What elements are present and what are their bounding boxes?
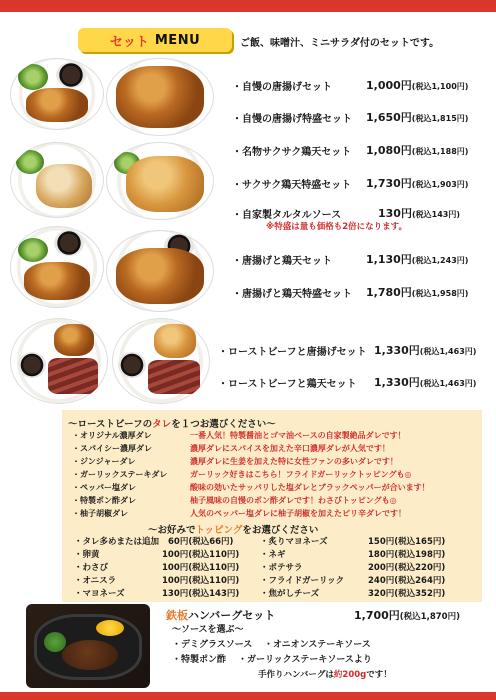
sauce-name: ・ペッパー塩ダレ (72, 483, 136, 492)
roastbeef-toriten-photo (112, 318, 210, 404)
roastbeef-karaage-photo (10, 318, 108, 404)
menu-header (78, 28, 496, 54)
set-menu-badge (78, 28, 232, 52)
sauce-name: ・オリジナル濃厚ダレ (72, 431, 152, 440)
topping-price: 100円(税込110円) (162, 576, 240, 586)
topping-price: 100円(税込110円) (162, 563, 240, 573)
price-roastbeef-karaage: 1,330円(税込1,463円) (374, 344, 477, 357)
topping-price: 320円(税込352円) (368, 589, 446, 599)
sauce-desc: ガーリック好きはこちら！フライドガーリックトッピングも◎ (190, 470, 412, 479)
price-mix-tokumori: 1,780円(税込1,958円) (366, 286, 469, 299)
topping-name: ・卵黄 (74, 550, 100, 560)
price-toriten-set: 1,080円(税込1,188円) (366, 144, 469, 157)
topping-price: 200円(税込220円) (368, 563, 446, 573)
hamburg-sauce-option: ・デミグラスソース (172, 640, 253, 650)
toppings-title: ～お好みでトッピングをお選びください (148, 525, 319, 536)
price-karaage-tokumori: 1,650円(税込1,815円) (366, 111, 469, 124)
badge-menu-label: MENU (154, 32, 201, 48)
topping-price: 240円(税込264円) (368, 576, 446, 586)
sauce-name: ・ジンジャーダレ (72, 457, 136, 466)
price-toriten-tokumori: 1,730円(税込1,903円) (366, 177, 469, 190)
mix-photo-large (106, 230, 214, 312)
topping-name: ・フライドガーリック (260, 576, 345, 586)
price-roastbeef-toriten: 1,330円(税込1,463円) (374, 376, 477, 389)
topping-name: ・炙りマヨネーズ (260, 537, 328, 547)
topping-name: ・ポテサラ (260, 563, 303, 573)
topping-name: ・タレ多めまたは追加 (74, 537, 160, 547)
sauce-name: ・柚子胡椒ダレ (72, 509, 128, 518)
hamburg-set-price: 1,700円(税込1,870円) (354, 609, 460, 622)
sauce-desc: 濃厚ダレにスパイスを加えた辛口濃厚ダレが人気です！ (190, 444, 390, 453)
sauce-desc: 柚子風味の自慢のポン酢ダレです！わさびトッピングも◎ (190, 496, 397, 505)
sauce-desc: 濃厚ダレに生姜を加えた特に女性ファンの多いダレです！ (190, 457, 398, 466)
menu-item-mix-tokumori: ・唐揚げと鶏天特盛セット (232, 289, 352, 300)
menu-item-toriten-set: ・名物サクサク鶏天セット (232, 147, 352, 158)
hamburg-photo (26, 604, 150, 688)
bottom-color-bar (0, 692, 496, 700)
sauce-name: ・特製ポン酢ダレ (72, 496, 136, 505)
toriten-photo-large (106, 142, 214, 220)
menu-item-roastbeef-toriten: ・ローストビーフと鶏天セット (218, 379, 357, 390)
topping-name: ・ネギ (260, 550, 286, 560)
topping-name: ・焦がしチーズ (260, 589, 320, 599)
sauce-desc: 人気のペッパー塩ダレに柚子胡椒を加えたピリ辛ダレです！ (190, 509, 406, 518)
header-subtitle: ご飯、味噌汁、ミニサラダ付のセットです。 (240, 38, 440, 49)
hamburg-set-name: 鉄板ハンバーグセット (166, 609, 276, 622)
price-mix-set: 1,130円(税込1,243円) (366, 253, 469, 266)
menu-item-karaage-set: ・自慢の唐揚げセット (232, 82, 332, 93)
topping-price: 150円(税込165円) (368, 537, 446, 547)
menu-item-roastbeef-karaage: ・ローストビーフと唐揚げセット (218, 347, 367, 358)
topping-name: ・わさび (74, 563, 109, 573)
topping-name: ・マヨネーズ (74, 589, 125, 599)
hamburg-sauce-option: ・オニオンステーキソース (264, 640, 371, 650)
price-karaage-set: 1,000円(税込1,100円) (366, 79, 469, 92)
price-tartar-sauce: 130円(税込143円) (378, 207, 460, 220)
sauce-section-title: ～ローストビーフのタレを１つお選びください～ (68, 419, 276, 430)
sauce-name: ・ガーリックステーキダレ (72, 470, 168, 479)
topping-price: 100円(税込110円) (162, 550, 240, 560)
menu-item-karaage-tokumori: ・自慢の唐揚げ特盛セット (232, 114, 352, 125)
topping-price: 130円(税込143円) (162, 589, 240, 599)
topping-name: ・オニスラ (74, 576, 117, 586)
sauce-desc: 一番人気！特製醤油とゴマ油ベースの自家製絶品ダレです！ (190, 431, 406, 440)
mix-photo-small (10, 226, 104, 308)
karaage-photo-small (10, 58, 104, 130)
hamburg-weight-note: 手作りハンバーグは約200gです！ (258, 670, 392, 680)
topping-price: 60円(税込66円) (168, 537, 234, 547)
sauce-desc: 酸味の効いたサッパリした塩ダレとブラックペッパーが合います！ (190, 483, 430, 492)
hamburg-sauce-title: ～ソースを選ぶ～ (172, 625, 244, 635)
tokumori-note: ※特盛は量も価格も2倍になります。 (266, 222, 407, 232)
menu-item-mix-set: ・唐揚げと鶏天セット (232, 256, 332, 267)
hamburg-sauce-option: ・ガーリックステーキソースより (238, 655, 372, 665)
hamburg-sauce-option: ・特製ポン酢 (172, 655, 227, 665)
menu-item-tartar-sauce: ・自家製タルタルソース (232, 210, 342, 221)
badge-set-label: セット (109, 34, 149, 50)
menu-item-toriten-tokumori: ・サクサク鶏天特盛セット (232, 180, 352, 191)
sauce-name: ・スパイシー濃厚ダレ (72, 444, 152, 453)
topping-price: 180円(税込198円) (368, 550, 446, 560)
top-color-bar (0, 0, 496, 12)
karaage-photo-large (106, 58, 214, 136)
toriten-photo-small (10, 142, 104, 218)
